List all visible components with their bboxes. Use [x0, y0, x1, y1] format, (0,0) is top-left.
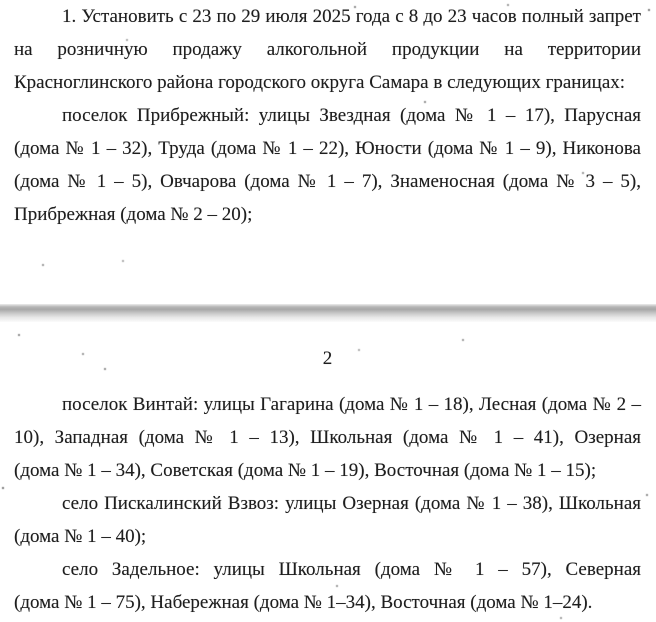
page-2-text	[14, 388, 641, 619]
text-line: (дома № 1 – 32), Труда (дома № 1 – 22), Юности (дома № 1 – 9), Никонова	[14, 138, 641, 159]
text-line: село Задельное: улицы Школьная (дома № 1 – 57), Северная	[62, 559, 641, 580]
text-line: (дома № 1 – 40);	[14, 526, 147, 547]
scan-noise	[0, 0, 2, 2]
text-line: (дома № 1 – 75), Набережная (дома № 1–34), Восточная (дома № 1–24).	[14, 592, 593, 613]
page-break-divider	[0, 304, 656, 322]
text-line: Прибрежная (дома № 2 – 20);	[14, 204, 253, 225]
text-line: 10), Западная (дома № 1 – 13), Школьная (дома № 1 – 41), Озерная	[14, 427, 641, 448]
text-line: (дома № 1 – 34), Советская (дома № 1 – 19), Восточная (дома № 1 – 15);	[14, 460, 597, 481]
page-number: 2	[322, 348, 333, 369]
page-1-text	[14, 0, 641, 231]
text-line: поселок Винтай: улицы Гагарина (дома № 1 – 18), Лесная (дома № 2 –	[62, 394, 641, 415]
text-line: поселок Прибрежный: улицы Звездная (дома № 1 – 17), Парусная	[62, 105, 641, 126]
text-line: (дома № 1 – 5), Овчарова (дома № 1 – 7), Знаменосная (дома № 3 – 5),	[14, 171, 641, 192]
text-line: село Пискалинский Взвоз: улицы Озерная (дома № 1 – 38), Школьная	[62, 493, 641, 514]
text-line: Красноглинского района городского округа Самара в следующих границах:	[14, 72, 626, 93]
text-line: 1. Установить с 23 по 29 июля 2025 года с 8 до 23 часов полный запрет	[62, 6, 641, 27]
text-line: на розничную продажу алкогольной продукции на территории	[14, 39, 641, 60]
